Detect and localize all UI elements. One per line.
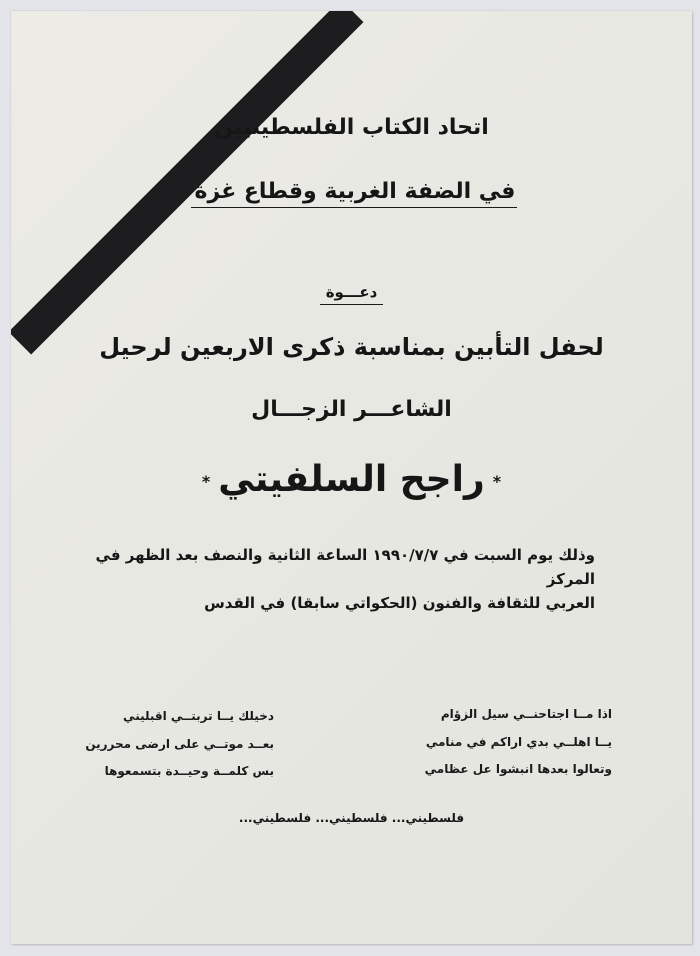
organization-region-text: في الضفة الغربية وقطاع غزة — [191, 179, 518, 208]
invitation-label-text: دعـــوة — [320, 283, 384, 305]
verse-line: بعــد موتــي على ارضى محررين — [85, 736, 274, 751]
star-icon: * — [201, 471, 211, 491]
invitation-card — [11, 11, 692, 944]
verse-line: وتعالوا بعدها انبشوا عل عظامي — [424, 762, 612, 776]
star-icon: * — [492, 471, 502, 491]
poet-title: الشاعـــر الزجـــال — [251, 397, 452, 422]
verse-line: بس كلمــة وحيــدة بتسمعوها — [104, 764, 274, 778]
verse-line: يــا اهلــي بدي اراكم في منامي — [425, 734, 612, 749]
poet-name — [11, 459, 692, 500]
verse-block-right — [425, 701, 612, 784]
organization-region — [11, 179, 692, 208]
verse-line: دخيلك يــا تربتــي اقبليني — [123, 709, 274, 723]
event-details-line-2: العربي للثقافة والفنون (الحكواتي سابقا) في القدس — [204, 594, 595, 612]
event-details-line-1: وذلك يوم السبت في ١٩٩٠/٧/٧ الساعة الثانية والنصف بعد الظهر في المركز — [95, 546, 595, 588]
invitation-label — [11, 283, 692, 305]
verse-line: اذا مــا اجتاحنــي سيل الزؤام — [440, 707, 612, 721]
verse-block-left — [85, 703, 274, 786]
organization-name: اتحاد الكتاب الفلسطينيين — [214, 115, 489, 140]
poet-name-text: راجح السلفيتي — [218, 459, 485, 500]
occasion-line: لحفل التأبين بمناسبة ذكرى الاربعين لرحيل — [99, 333, 604, 361]
refrain-line: فلسطيني... فلسطيني... فلسطيني... — [238, 811, 465, 825]
event-details — [55, 543, 595, 615]
